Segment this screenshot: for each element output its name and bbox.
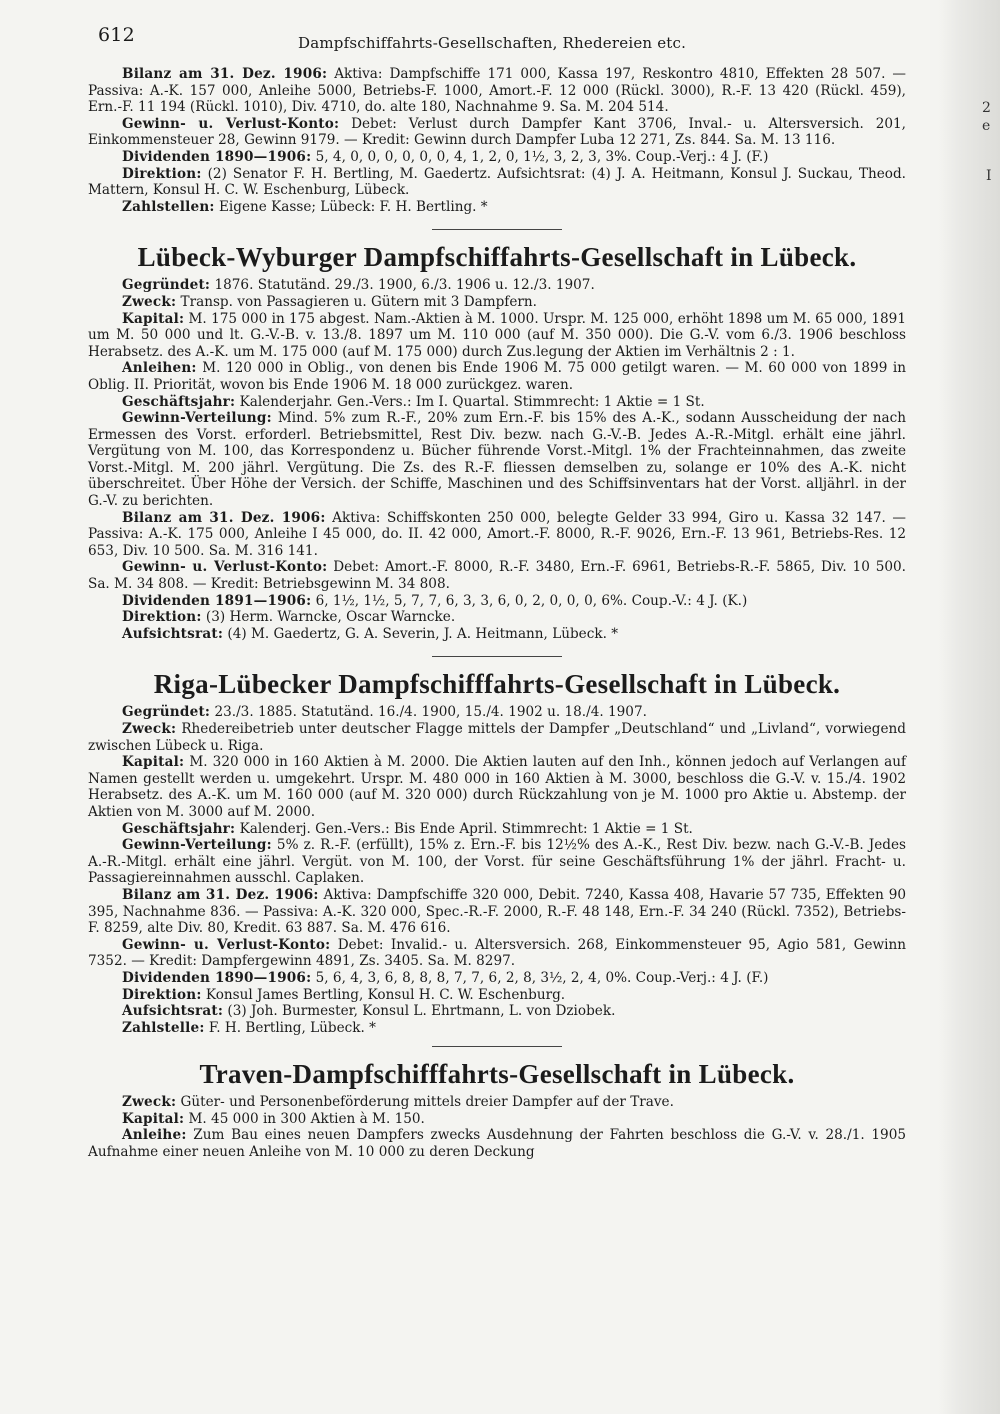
entry-bilanz: Bilanz am 31. Dez. 1906: Aktiva: Dampfschiffe 320 000, Debit. 7240, Kassa 408, Havarie 57 735, Effekten 90 395, Nachnahme 836. — Passiva: A.-K. 320 000, Spec.-R.-F. 2000, R.-F. 48 148, Ern.-F. 34 240 (Rückl. 7352), Betriebs-F. 8259, alte Div. 80, Kredit. 63 887. Sa. M. 476 616. bbox=[88, 886, 907, 937]
margin-mark-3: I bbox=[986, 168, 992, 184]
entry-gewinn-verlust: Gewinn- u. Verlust-Konto: Debet: Amort.-F. 8000, R.-F. 3480, Ern.-F. 6961, Betriebs-R.-F. 5865, Div. 10 500. Sa. M. 34 808. — Kredit: Betriebsgewinn M. 34 808. bbox=[88, 559, 907, 593]
entry-dividenden: Dividenden 1891—1906: 6, 1½, 1½, 5, 7, 7, 6, 3, 3, 6, 0, 2, 0, 0, 0, 6%. Coup.-V.: 4 J. (K.) bbox=[122, 592, 748, 609]
entry-gegruendet: Gegründet: 1876. Statutänd. 29./3. 1900, 6./3. 1906 u. 12./3. 1907. bbox=[122, 277, 595, 294]
entry-aufsichtsrat: Aufsichtsrat: (4) M. Gaedertz, G. A. Severin, J. A. Heitmann, Lübeck. * bbox=[122, 625, 619, 642]
entry-zweck: Zweck: Rhedereibetrieb unter deutscher Flagge mittels der Dampfer „Deutschland“ und „Livland“, vorwiegend zwischen Lübeck u. Riga. bbox=[88, 721, 906, 754]
entry-zweck: Zweck: Transp. von Passagieren u. Gütern mit 3 Dampfern. bbox=[122, 293, 537, 310]
entry-anleihen: Anleihen: M. 120 000 in Oblig., von denen bis Ende 1906 M. 75 000 getilgt waren. — M. 60 000 von 1899 in Oblig. II. Priorität, wovon bis Ende 1906 M. 18 000 zurückgez. waren. bbox=[88, 360, 906, 393]
running-title: Dampfschiffahrts-Gesellschaften, Rhedereien etc. bbox=[298, 34, 687, 52]
scan-edge-shadow bbox=[938, 0, 1000, 1414]
entry-gewinn-verteilung: Gewinn-Verteilung: 5% z. R.-F. (erfüllt), 15% z. Ern.-F. bis 12½% des A.-K., Rest Div. bezw. nach G.-V.-B. Jedes A.-R.-Mitgl. erhält eine jährl. Vergüt. von M. 100, der Vorst. für seine Geschäftsführung 1% der jährl. Fracht- u. Passagiereinnahmen ausschl. Caplaken. bbox=[88, 837, 906, 887]
entry-gewinn-verteilung: Gewinn-Verteilung: Mind. 5% zum R.-F., 20% zum Ern.-F. bis 15% des A.-K., sodann Ausscheidung der nach Ermessen des Vorst. erforderl. Betriebsmittel, Rest Div. bezw. nach G.-V.-B. Jedes A.-R.-Mitgl. erhält eine jährl. Vergütung von M. 100, das Korrespondenz u. Bücher führende Vorst.-Mitgl. 1% der Frachteinnahmen, das zweite Vorst.-Mitgl. M. 200 jährl. Vergütung. Die Zs. des R.-F. fliessen demselben zu, solange er 10% des A.-K. nicht überschreitet. Über Höhe der Versich. der Schiffe, Maschinen und des Schiffsinventars hat der Vorst. alljährl. in der G.-V. zu berichten. bbox=[88, 410, 907, 510]
entry-aufsichtsrat: Aufsichtsrat: (3) Joh. Burmester, Konsul L. Ehrtmann, L. von Dziobek. bbox=[122, 1003, 616, 1020]
company-title: Lübeck-Wyburger Dampfschiffahrts-Gesellschaft in Lübeck. bbox=[137, 242, 857, 273]
margin-mark-2: e bbox=[982, 118, 991, 134]
entry-direktion: Direktion: (2) Senator F. H. Bertling, M. Gaedertz. Aufsichtsrat: (4) J. A. Heitmann, Konsul J. Suckau, Theod. Mattern, Konsul H. C. W. Eschenburg, Lübeck. bbox=[88, 165, 906, 199]
entry-kapital: Kapital: M. 320 000 in 160 Aktien à M. 2000. Die Aktien lauten auf den Inh., können jedoch auf Verlangen auf Namen gestellt werden u. umgekehrt. Urspr. M. 480 000 in 160 Aktien à M. 3000, beschloss die G.-V. v. 15./4. 1902 Herabsetz. des A.-K. um M. 160 000 (auf M. 320 000) durch Rückzahlung von je M. 1000 pro Aktie u. Abstemp. der Aktien von M. 3000 auf M. 2000. bbox=[88, 754, 906, 820]
entry-kapital: Kapital: M. 45 000 in 300 Aktien à M. 150. bbox=[122, 1110, 425, 1127]
entry-dividenden: Dividenden 1890—1906: 5, 6, 4, 3, 6, 8, 8, 8, 7, 7, 6, 2, 8, 3½, 2, 4, 0%. Coup.-Verj.: 4 J. (F.) bbox=[122, 969, 769, 986]
company-title: Traven-Dampfschifffahrts-Gesellschaft in Lübeck. bbox=[199, 1059, 795, 1090]
entry-zahlstelle: Zahlstelle: F. H. Bertling, Lübeck. * bbox=[122, 1019, 376, 1036]
entry-zweck: Zweck: Güter- und Personenbeförderung mittels dreier Dampfer auf der Trave. bbox=[122, 1094, 674, 1111]
entry-bilanz: Bilanz am 31. Dez. 1906: Aktiva: Dampfschiffe 171 000, Kassa 197, Reskontro 4810, Effekten 28 507. — Passiva: A.-K. 157 000, Anleihe 5000, Betriebs-F. 1000, Amort.-F. 12 000 (Rückl. 3000), R.-F. 13 420 (Rückl. 459), Ern.-F. 11 194 (Rückl. 1010), Div. 4710, do. alte 180, Nachnahme 9. Sa. M. 204 514. bbox=[88, 66, 906, 116]
entry-direktion: Direktion: (3) Herm. Warncke, Oscar Warncke. bbox=[122, 609, 456, 626]
entry-anleihe: Anleihe: Zum Bau eines neuen Dampfers zwecks Ausdehnung der Fahrten beschloss die G.-V. v. 28./1. 1905 Aufnahme einer neuen Anleihe von M. 10 000 zu deren Deckung bbox=[88, 1127, 906, 1161]
entry-gegruendet: Gegründet: 23./3. 1885. Statutänd. 16./4. 1900, 15./4. 1902 u. 18./4. 1907. bbox=[122, 704, 647, 721]
page-number: 612 bbox=[98, 24, 135, 46]
section-divider bbox=[432, 229, 562, 230]
section-divider bbox=[432, 1046, 562, 1047]
company-riga-luebecker bbox=[88, 669, 906, 1036]
company-luebeck-wyburger bbox=[88, 242, 906, 642]
entry-bilanz: Bilanz am 31. Dez. 1906: Aktiva: Schiffskonten 250 000, belegte Gelder 33 994, Giro u. Kassa 32 147. — Passiva: A.-K. 175 000, Anleihe I 45 000, do. II. 42 000, Amort.-F. 8000, R.-F. 9026, Ern.-F. 13 961, Betriebs-Res. 12 653, Div. 10 500. Sa. M. 316 141. bbox=[88, 509, 906, 559]
company-traven bbox=[88, 1059, 906, 1160]
entry-direktion: Direktion: Konsul James Bertling, Konsul H. C. W. Eschenburg. bbox=[122, 986, 566, 1003]
entry-zahlstellen: Zahlstellen: Eigene Kasse; Lübeck: F. H. Bertling. * bbox=[122, 198, 488, 215]
running-head bbox=[88, 22, 906, 56]
section-divider bbox=[432, 656, 562, 657]
entry-dividenden: Dividenden 1890—1906: 5, 4, 0, 0, 0, 0, 0, 0, 4, 1, 2, 0, 1½, 3, 2, 3, 3%. Coup.-Verj.: 4 J. (F.) bbox=[122, 148, 769, 165]
entry-geschaeftsjahr: Geschäftsjahr: Kalenderjahr. Gen.-Vers.: Im I. Quartal. Stimmrecht: 1 Aktie = 1 St. bbox=[122, 393, 705, 410]
entry-kapital: Kapital: M. 175 000 in 175 abgest. Nam.-Aktien à M. 1000. Urspr. M. 125 000, erhöht 1898 um M. 65 000, 1891 um M. 50 000 und lt. G.-V.-B. v. 13./8. 1897 um M. 110 000 (auf M. 350 000). Die G.-V. vom 6./3. 1906 beschloss Herabsetz. des A.-K. um M. 175 000 (auf M. 175 000) durch Zus.legung der Aktien im Verhältnis 2 : 1. bbox=[88, 310, 906, 360]
entry-gewinn-verlust: Gewinn- u. Verlust-Konto: Debet: Verlust durch Dampfer Kant 3706, Inval.- u. Altersversich. 201, Einkommensteuer 28, Gewinn 9179. — Kredit: Gewinn durch Dampfer Luba 12 271, Zs. 844. Sa. M. 13 116. bbox=[88, 115, 906, 149]
company-title: Riga-Lübecker Dampfschifffahrts-Gesellschaft in Lübeck. bbox=[153, 669, 841, 700]
margin-mark-1: 2 bbox=[982, 100, 991, 116]
document-page bbox=[88, 22, 906, 1167]
entry-geschaeftsjahr: Geschäftsjahr: Kalenderj. Gen.-Vers.: Bis Ende April. Stimmrecht: 1 Aktie = 1 St. bbox=[122, 820, 693, 837]
entry-gewinn-verlust: Gewinn- u. Verlust-Konto: Debet: Invalid.- u. Altersversich. 268, Einkommensteuer 95, Agio 581, Gewinn 7352. — Kredit: Dampfergewinn 4891, Zs. 3405. Sa. M. 8297. bbox=[88, 936, 906, 970]
company-continued bbox=[88, 66, 906, 215]
